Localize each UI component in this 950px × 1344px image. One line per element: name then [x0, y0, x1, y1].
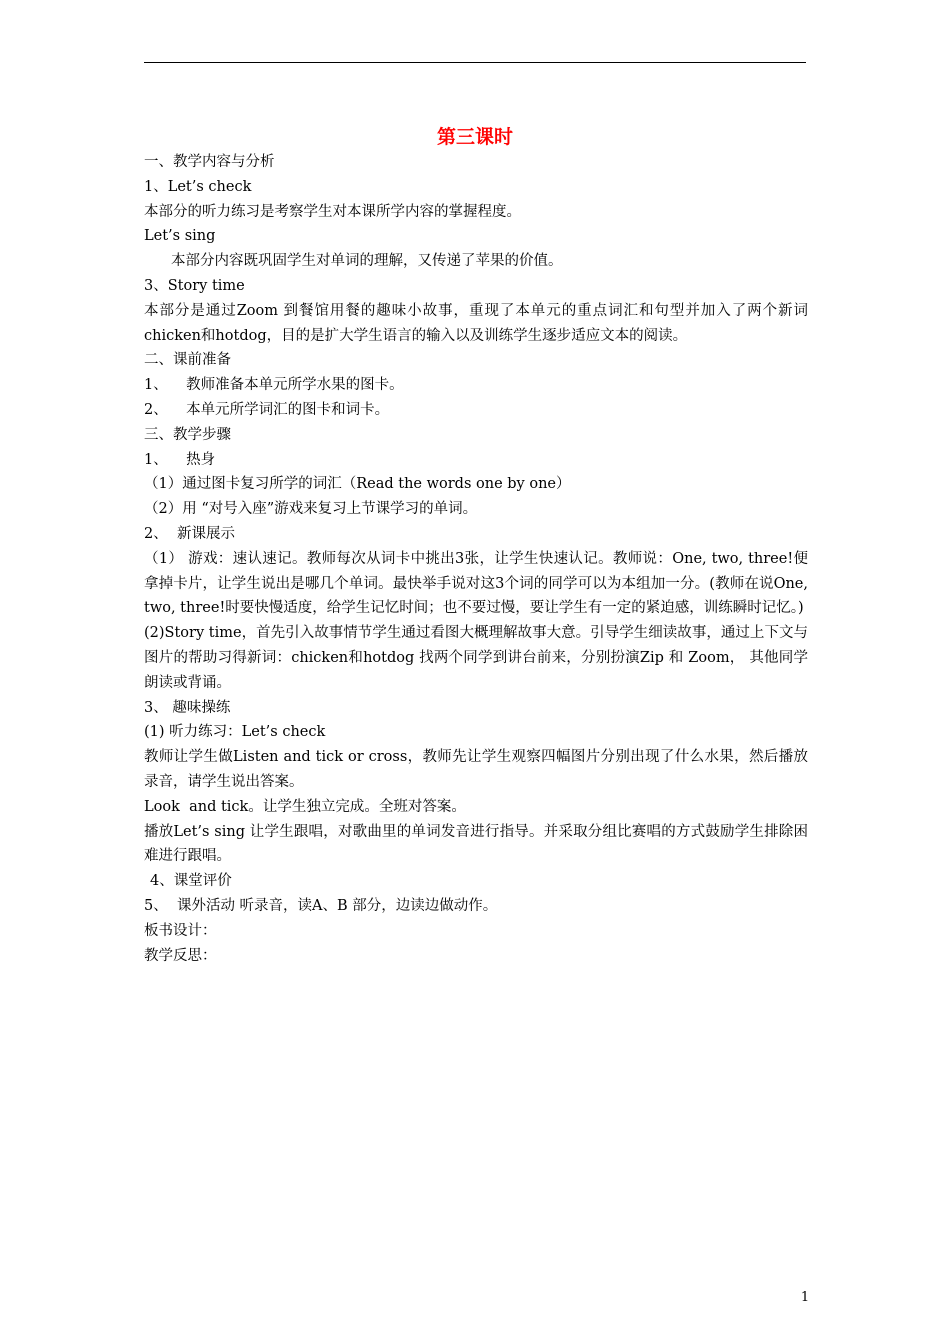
paragraph: 教学反思： — [144, 947, 217, 964]
paragraph: Look and tick。让学生独立完成。全班对答案。 — [144, 798, 466, 815]
list-item: 1、 教师准备本单元所学水果的图卡。 — [144, 377, 404, 394]
paragraph: 教师让学生做Listen and tick or cross，教师先让学生观察四幅图片分别出现了什么水果，然后播放录音，请学生说出答案。 — [144, 749, 808, 790]
paragraph: 本部分是通过Zoom 到餐馆用餐的趣味小故事，重现了本单元的重点词汇和句型并加入了两个新词chicken和hotdog，目的是扩大学生语言的输入以及训练学生逐步适应文本的阅读。 — [144, 302, 808, 344]
paragraph: 3、Story time — [144, 277, 245, 294]
paragraph: 1、Let’s check — [144, 178, 252, 195]
list-item: 3、 趣味操练 — [144, 699, 231, 716]
document-body — [144, 150, 808, 968]
section-heading: 三、教学步骤 — [144, 426, 231, 443]
list-item: 4、课堂评价 — [150, 873, 232, 890]
page-number: 1 — [800, 1290, 810, 1305]
list-item: 1、 热身 — [144, 451, 216, 468]
list-item: 2、 本单元所学词汇的图卡和词卡。 — [144, 401, 390, 418]
page-title: 第三课时 — [436, 126, 513, 148]
paragraph: 板书设计： — [144, 922, 217, 939]
paragraph: Let’s sing — [144, 228, 216, 245]
list-item: 2、 新课展示 — [144, 525, 235, 542]
list-item: （1）通过图卡复习所学的词汇（Read the words one by one） — [144, 476, 571, 493]
list-item: （2）用 “对号入座”游戏来复习上节课学习的单词。 — [144, 501, 478, 518]
paragraph: 本部分的听力练习是考察学生对本课所学内容的掌握程度。 — [144, 203, 521, 220]
header-rule — [144, 62, 806, 63]
paragraph: （1） 游戏：速认速记。教师每次从词卡中挑出3张，让学生快速认记。教师说：One, two, three!便拿掉卡片，让学生说出是哪几个单词。最快举手说对这3个词的同学可以为本组加一分。(教师在说One, two, three!时要快慢适度，给学生记忆时间；也不要过慢，要让学生有一定的紧迫感，训练瞬时记忆。) — [144, 550, 808, 617]
list-item: (1) 听力练习：Let’s check — [144, 724, 326, 741]
paragraph: 本部分内容既巩固学生对单词的理解，又传递了苹果的价值。 — [171, 253, 563, 270]
paragraph: 播放Let’s sing 让学生跟唱，对歌曲里的单词发音进行指导。并采取分组比赛唱的方式鼓励学生排除困难进行跟唱。 — [144, 823, 808, 865]
section-heading: 一、教学内容与分析 — [144, 154, 275, 170]
list-item: 5、 课外活动 听录音，读A、B 部分，边读边做动作。 — [144, 897, 498, 914]
paragraph: (2)Story time，首先引入故事情节学生通过看图大概理解故事大意。引导学生细读故事，通过上下文与图片的帮助习得新词：chicken和hotdog 找两个同学到讲台前来，分别扮演Zip 和 Zoom， 其他同学朗读或背诵。 — [144, 625, 808, 691]
section-heading: 二、课前准备 — [144, 352, 231, 369]
